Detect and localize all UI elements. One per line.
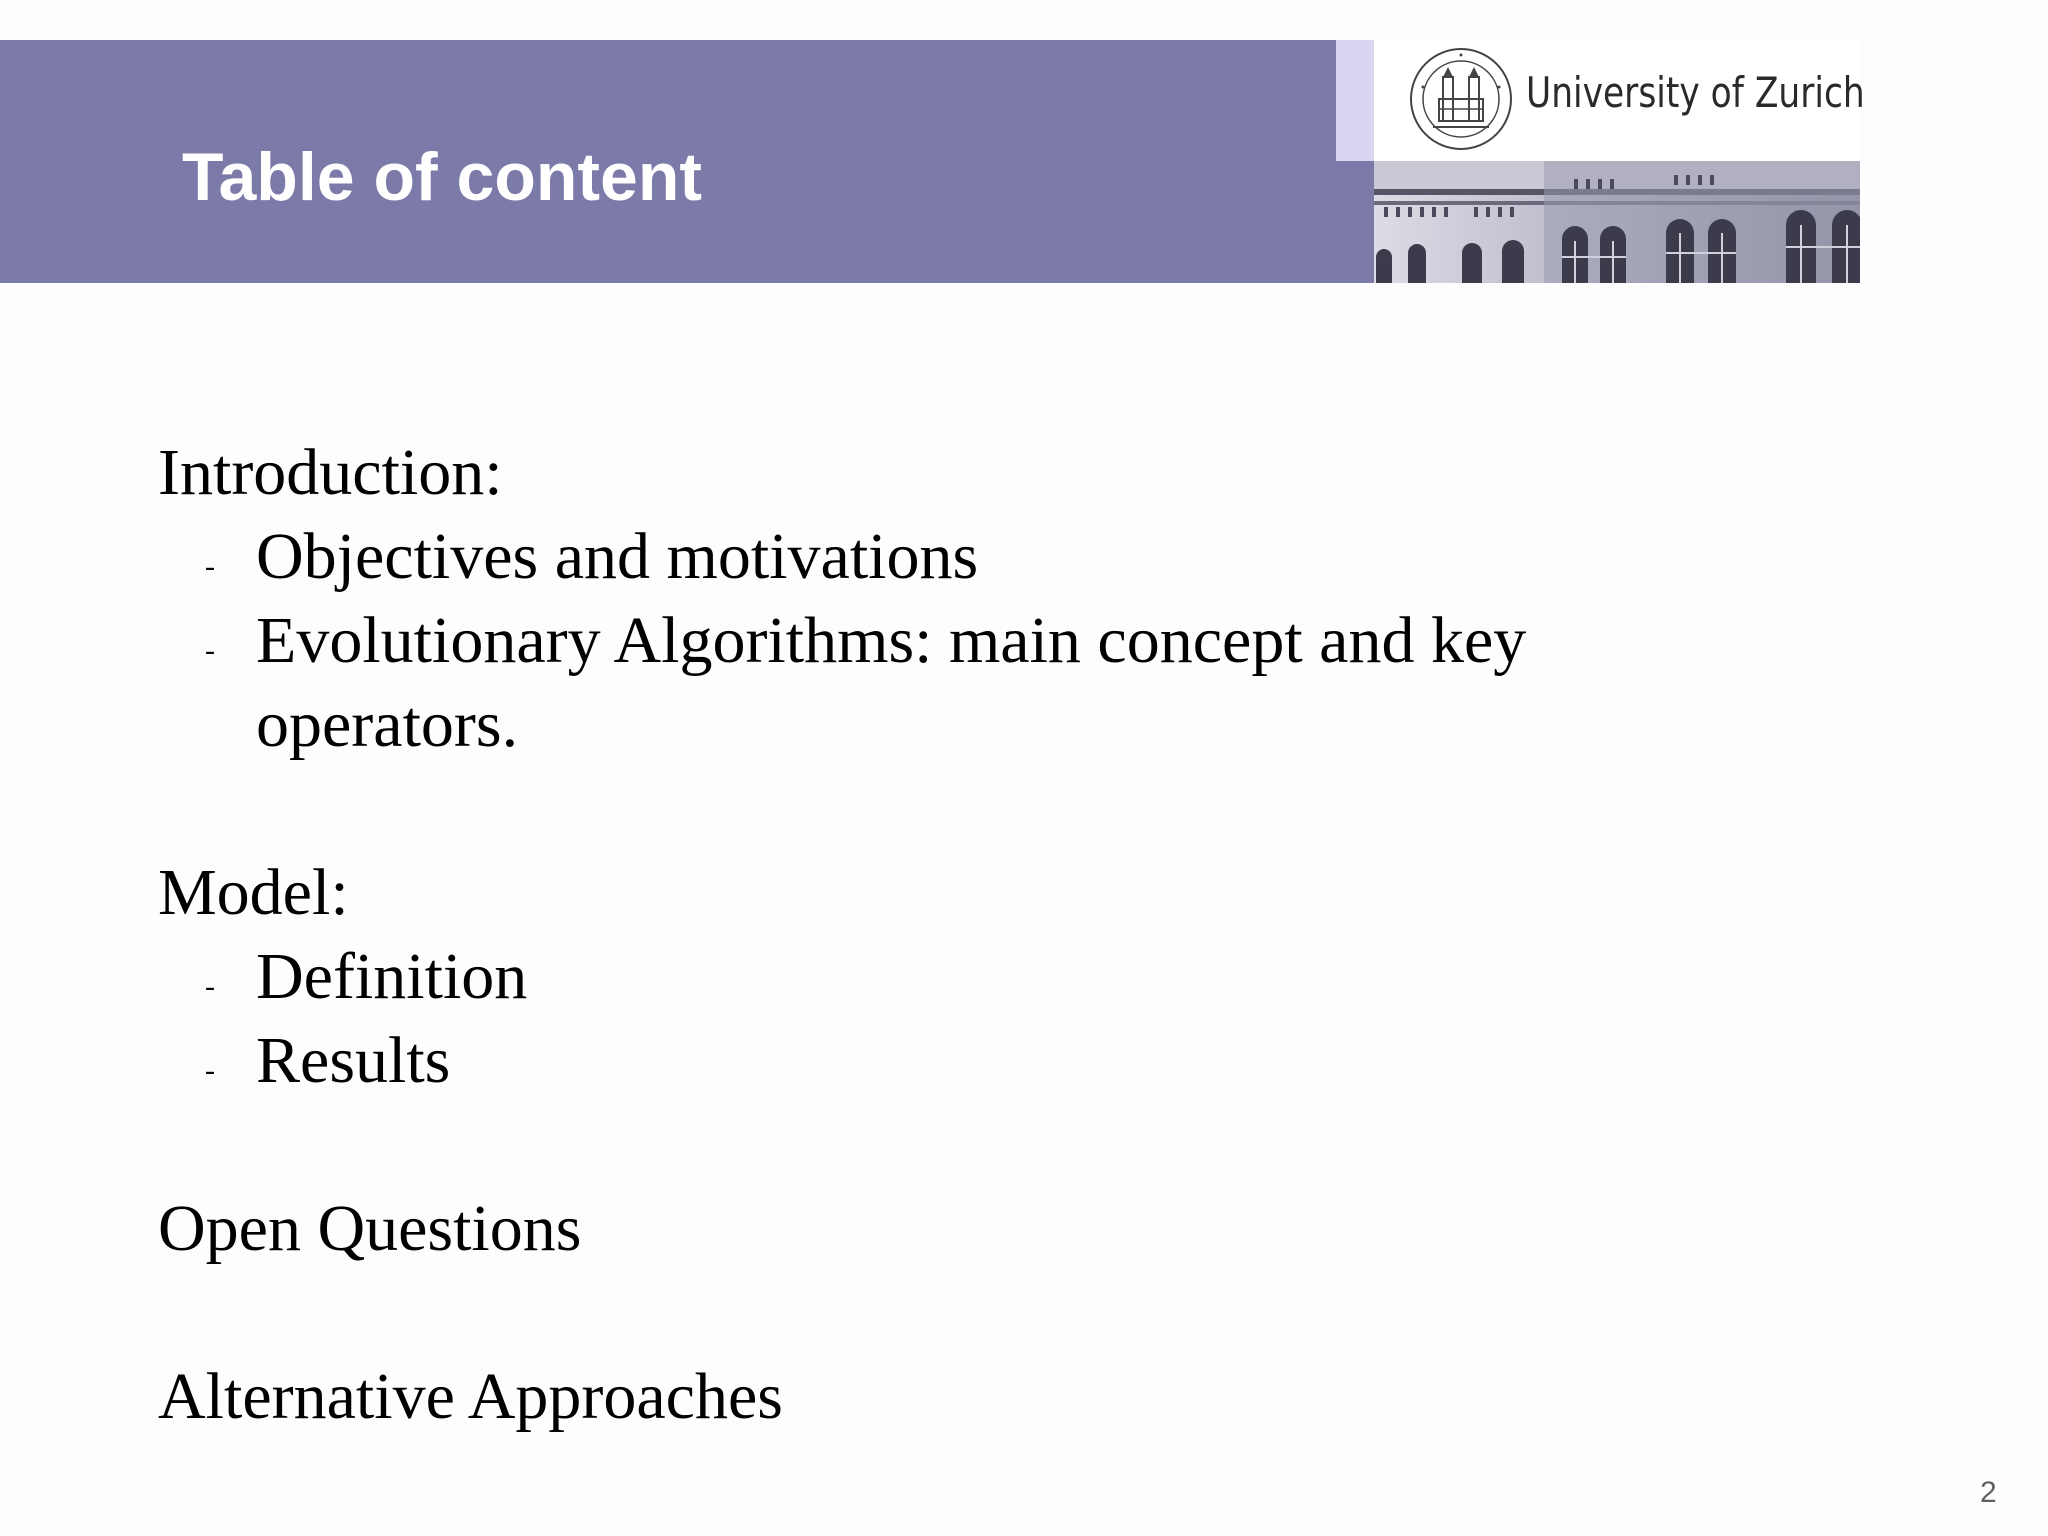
university-name: University of Zurich [1526,68,1865,117]
bullet-marker: - [205,550,215,583]
list-item: Objectives and motivations [256,520,979,593]
list-item-continuation: operators. [256,688,519,761]
list-item: Evolutionary Algorithms: main concept and key [256,604,1527,677]
page-number: 2 [1980,1476,1997,1509]
list-item: Results [256,1024,451,1097]
section-open-questions: Open Questions [158,1192,582,1265]
bullet-marker: - [205,1054,215,1087]
slide-title: Table of content [182,139,703,215]
university-seal-icon [1409,47,1513,151]
bullet-marker: - [205,634,215,667]
list-item: Definition [256,940,528,1013]
section-alternative-approaches: Alternative Approaches [158,1360,783,1433]
section-model: Model: [158,856,349,929]
bullet-marker: - [205,970,215,1003]
section-introduction: Introduction: [158,436,503,509]
header-accent-block [1336,40,1374,161]
building-photo [1374,161,1860,283]
university-logo [1374,40,1865,161]
